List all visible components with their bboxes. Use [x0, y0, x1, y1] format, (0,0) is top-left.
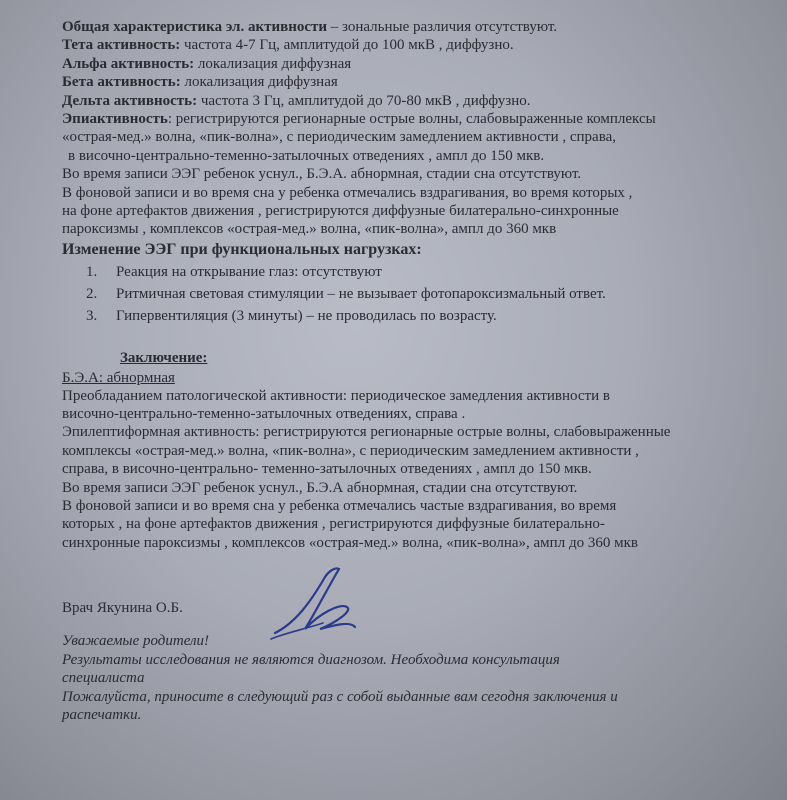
- epiactivity-line-1: Эпиактивность: регистрируются регионарные острые волны, слабовыраженные комплексы: [62, 110, 656, 127]
- functional-heading: Изменение ЭЭГ при функциональных нагрузках:: [62, 240, 422, 258]
- notice-line: специалиста: [62, 670, 145, 686]
- beta-activity: Бета активность: локализация диффузная: [62, 74, 338, 91]
- notice-line: распечатки.: [62, 707, 142, 723]
- sleep-line: Во время записи ЭЭГ ребенок уснул., Б.Э.А. абнормная, стадии сна отсутствуют.: [62, 166, 582, 183]
- doctor-name: Врач Якунина О.Б.: [62, 600, 183, 616]
- functional-item: 1. Реакция на открывание глаз: отсутствуют: [86, 263, 382, 280]
- notice-line: Уважаемые родители!: [62, 633, 210, 649]
- conclusion-line: Во время записи ЭЭГ ребенок уснул., Б.Э.А абнормная, стадии сна отсутствуют.: [62, 479, 578, 496]
- background-line-2: на фоне артефактов движения , регистрируются диффузные билатерально-синхронные: [62, 202, 619, 219]
- notice-line: Пожалуйста, приносите в следующий раз с собой выданные вам сегодня заключения и: [62, 688, 618, 705]
- functional-item: 2. Ритмичная световая стимуляции – не вызывает фотопароксизмальный ответ.: [86, 285, 606, 302]
- theta-activity: Тета активность: частота 4-7 Гц, амплитудой до 100 мкВ , диффузно.: [62, 37, 514, 54]
- conclusion-line: синхронные пароксизмы , комплексов «острая-мед.» волна, «пик-волна», ампл до 360 мкв: [62, 534, 638, 551]
- conclusion-line: Преобладанием патологической активности: периодическое замедления активности в: [62, 387, 610, 404]
- conclusion-line: справа, в височно-центрально- теменно-затылочных отведениях , ампл до 150 мкв.: [62, 461, 592, 478]
- parents-notice: [62, 632, 762, 725]
- conclusion-line: комплексы «острая-мед.» волна, «пик-волна», с периодическим замедлением активности ,: [62, 442, 639, 459]
- conclusion-bea: Б.Э.А: абнормная: [62, 369, 175, 386]
- conclusion-line: Эпилептиформная активность: регистрируются регионарные острые волны, слабовыраженные: [62, 424, 671, 441]
- eeg-report-body: [62, 18, 777, 552]
- conclusion-line: височно-центрально-теменно-затылочных отведениях, справа .: [62, 406, 466, 423]
- general-characteristic: Общая характеристика эл. активности – зональные различия отсутствуют.: [62, 19, 558, 35]
- conclusion-line: которых , на фоне артефактов движения , регистрируются диффузные билатерально-: [62, 516, 605, 533]
- conclusion-line: В фоновой записи и во время сна у ребенка отмечались частые вздрагивания, во время: [62, 498, 617, 515]
- functional-item: 3. Гипервентиляция (3 минуты) – не проводилась по возрасту.: [86, 307, 497, 324]
- epiactivity-line-3: в височно-центрально-теменно-затылочных отведениях , ампл до 150 мкв.: [68, 147, 545, 164]
- alpha-activity: Альфа активность: локализация диффузная: [62, 55, 352, 72]
- notice-line: Результаты исследования не являются диагнозом. Необходима консультация: [62, 651, 560, 668]
- delta-activity: Дельта активность: частота 3 Гц, амплитудой до 70-80 мкВ , диффузно.: [62, 92, 531, 109]
- epiactivity-line-2: «острая-мед.» волна, «пик-волна», с периодическим замедлением активности , справа,: [62, 129, 616, 146]
- conclusion-title: Заключение:: [120, 349, 208, 366]
- background-line-1: В фоновой записи и во время сна у ребенка отмечались вздрагивания, во время которых ,: [62, 184, 633, 201]
- background-line-3: пароксизмы , комплексов «острая-мед.» волна, «пик-волна», ампл до 360 мкв: [62, 221, 557, 238]
